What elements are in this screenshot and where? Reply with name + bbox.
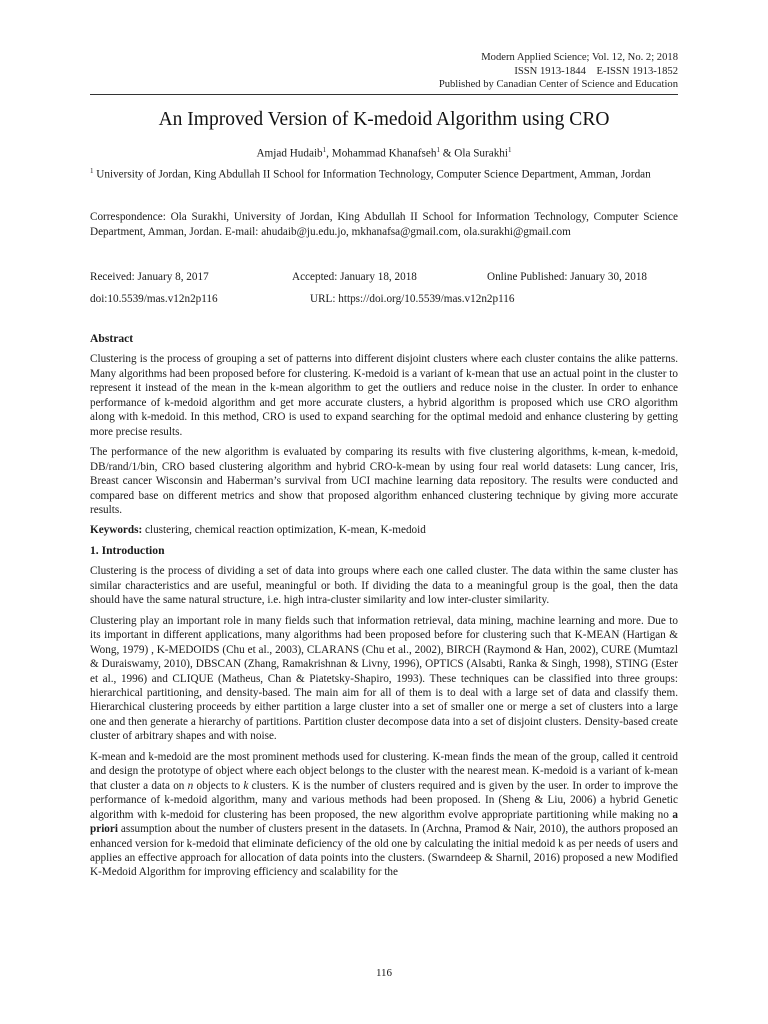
header-divider: [90, 94, 678, 95]
introduction-heading: 1. Introduction: [90, 543, 165, 557]
emphasis-term: a priori: [90, 808, 678, 836]
abstract-paragraph: The performance of the new algorithm is evaluated by comparing its results with five clustering algorithms, k-mean, k-medoid, DB/rand/1/bin, CRO based clustering algorithm and hybrid CRO-k-mean by using four real world datasets: Lung cancer, Iris, Breast cancer Wisconsin and Haberman’s survival from UCI machine learning data repository. The results were conducted and compared base on different metrics and show that proposed algorithm enhanced clustering technique by giving more accurate results.: [90, 446, 678, 516]
affiliation-marker: 1: [436, 146, 440, 154]
text-run: objects to: [193, 779, 244, 792]
author-name: Amjad Hudaib: [256, 147, 323, 160]
intro-paragraph: Clustering play an important role in many fields such that information retrieval, data mining, machine learning and more. Due to its important in different applications, many algorithms had been proposed before for clustering such that K-MEAN (Hartigan & Wong, 1979) , K-MEDOIDS (Chu et al., 2003), CLARANS (Chu et al., 2002), BIRCH (Raymond & Han, 2002), CURE (Mumtazl & Duraiswamy, 2010), DBSCAN (Zhang, Ramakrishnan & Livny, 1996), OPTICS (Alsabti, Ranka & Singh, 1998), STING (Ester et al., 1996) and CLIQUE (Matheus, Chan & Piatetsky-Shapiro, 1993). These techniques can be classified into three groups: hierarchical partitioning, and density-based. The main aim for all of them is to deal with a large set of data and classify them. Hierarchical clustering proceeds by either partition a large cluster into a set of smaller one or merge a set of clusters into a large one and then generate a hierarchy of partitions. Partition cluster decompose data into a set of disjoint clusters. Density-based create cluster of arbitrary shapes and with noise.: [90, 614, 678, 743]
keywords: [90, 523, 678, 537]
doi-link[interactable]: doi:10.5539/mas.v12n2p116: [90, 293, 218, 305]
abstract-paragraph: Clustering is the process of grouping a set of patterns into different disjoint clusters where each cluster contains the alike patterns. Many algorithms had been proposed before for clustering. K-medoid is a variant of k-mean that use an actual point in the cluster to represent it instead of the mean in the k-mean algorithm to get the outliers and reduce noise in the cluster. In order to enhance performance of k-medoid algorithm and get more accurate clusters, a hybrid algorithm is proposed which use CRO algorithm along with k-medoid. In this method, CRO is used to expand searching for the optimal medoid and enhance clustering by getting more precise results.: [90, 353, 678, 438]
journal-header: [278, 51, 678, 92]
italic-variable: n: [187, 779, 194, 792]
journal-citation: Modern Applied Science; Vol. 12, No. 2; 2018: [481, 52, 678, 63]
page-number: 116: [375, 967, 393, 979]
text-run: assumption about the number of clusters present in the datasets. In (Archna, Pramod & Nair, 2010), the authors proposed an enhanced version for k-medoid that eliminate deficiency of the old one by calculating the initial medoid k as per needs of users and applies an effective approach for allocation of data points into the clusters. (Swarndeep & Sharnil, 2016) proposed a new Modified K-Medoid Algorithm for improving efficiency and scalability for the: [90, 823, 678, 879]
accepted-date: Accepted: January 18, 2018: [292, 271, 417, 283]
author-list: [90, 143, 678, 161]
journal-issn: ISSN 1913-1844 E-ISSN 1913-1852: [514, 65, 678, 77]
intro-paragraph: [90, 750, 678, 880]
paper-body: [90, 332, 678, 886]
author-name: Mohammad Khanafseh: [331, 147, 437, 160]
affiliation-marker: 1: [90, 167, 94, 175]
keywords-text: clustering, chemical reaction optimization, K-mean, K-medoid: [142, 524, 426, 537]
abstract-heading: Abstract: [90, 332, 134, 345]
italic-variable: k: [243, 779, 249, 792]
keywords-label: Keywords:: [90, 524, 143, 537]
text-run: K-mean and k-medoid are the most prominent methods used for clustering. K-mean finds the mean of the group, called it centroid and design the prototype of object where each object belongs to the cluster with the nearest mean. K-medoid is a variant of k-mean that cluster a data on: [90, 750, 678, 792]
paper-title: An Improved Version of K-medoid Algorithm using CRO: [158, 109, 610, 130]
affiliation-marker: 1: [322, 146, 327, 154]
published-date: Online Published: January 30, 2018: [487, 271, 648, 283]
author-separator: ,: [326, 147, 332, 160]
author-name: Ola Surakhi: [454, 147, 509, 160]
url-link[interactable]: URL: https://doi.org/10.5539/mas.v12n2p116: [310, 293, 515, 305]
affiliation: [90, 164, 678, 182]
affiliation-text: University of Jordan, King Abdullah II School for Information Technology, Computer Science Department, Amman, Jordan: [93, 168, 651, 181]
intro-paragraph: Clustering is the process of dividing a set of data into groups where each one called cluster. The data within the same cluster has similar characteristics and are useful, meaningful or both. If dividing the data to a meaningful group is the goal, then the data should have the same natural structure, i.e. high intra-cluster similarity and low inter-cluster similarity.: [90, 565, 678, 607]
publication-info: [90, 270, 678, 314]
text-run: clusters. K is the number of clusters required and is given by the user. In order to improve the performance of k-medoid algorithm, many and various methods had been proposed. In (Sheng & Liu, 2006) a hybrid Genetic algorithm with k-medoid for clustering has been proposed, the new algorithm evolve appropriate partitioning while making no: [90, 779, 678, 821]
received-date: Received: January 8, 2017: [90, 271, 209, 283]
affiliation-marker: 1: [508, 146, 512, 154]
author-separator: &: [439, 147, 455, 160]
journal-publisher: Published by Canadian Center of Science and Education: [438, 79, 678, 90]
correspondence: Correspondence: Ola Surakhi, University of Jordan, King Abdullah II School for Information Technology, Computer Science Department, Amman, Jordan. E-mail: ahudaib@ju.edu.jo, mkhanafsa@gmail.com, ola.surakhi@gmail.com: [90, 211, 678, 238]
